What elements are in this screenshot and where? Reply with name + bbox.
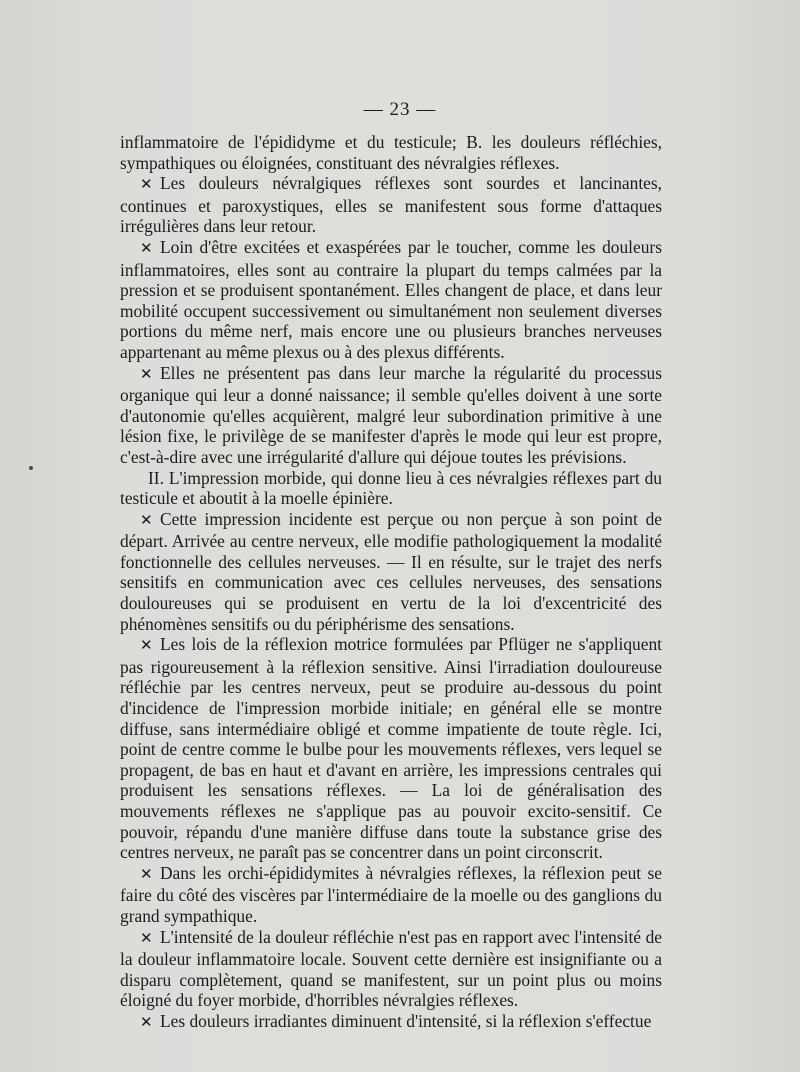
paragraph-marker-icon: ✕	[140, 638, 153, 655]
paragraph-marker-icon: ✕	[140, 1014, 153, 1031]
paragraph-4	[120, 363, 662, 468]
paragraph-9-text: L'intensité de la douleur réfléchie n'est pas en rapport avec l'intensité de la douleur inflammatoire locale. Souvent cette dernière est insignifiante ou a disparu complètement, quand se manifestent, sur un point plus ou moins éloigné du foyer morbide, d'horribles névralgies réflexes.	[120, 926, 662, 1011]
paragraph-3	[120, 237, 662, 363]
paragraph-7	[120, 634, 662, 863]
paragraph-4-text: Elles ne présentent pas dans leur marche la régularité du processus organique qui leur a donné naissance; il semble qu'elles doivent à une sorte d'autonomie qu'elles acquièrent, malgré leur subordination primitive à une lésion fixe, le privilège de se manifester d'après le mode qui leur est propre, c'est-à-dire avec une irrégularité d'allure qui déjoue toutes les prévisions.	[120, 362, 662, 467]
paragraph-5-text: II. L'impression morbide, qui donne lieu à ces névralgies réflexes part du testicule et aboutit à la moelle épinière.	[120, 467, 662, 509]
paragraph-marker-icon: ✕	[140, 866, 153, 883]
paragraph-5	[120, 468, 662, 509]
body-text	[120, 132, 662, 1034]
paragraph-7-text: Les lois de la réflexion motrice formulées par Pflüger ne s'appliquent pas rigoureusement à la réflexion sensitive. Ainsi l'irradiation douloureuse réfléchie par les centres nerveux, peut se produire au-dessous du point d'incidence de l'impression morbide initiale; en général elle se montre diffuse, sans intermédiaire obligé et comme impatiente de toute règle. Ici, point de centre comme le bulbe pour les mouvements réflexes, vers lequel se propagent, de bas en haut et d'avant en arrière, les impressions centrales qui produisent les sensations réflexes. — La loi de généralisation des mouvements réflexes ne s'applique pas au pouvoir excito-sensitif. Ce pouvoir, répandu d'une manière diffuse dans toute la substance grise des centres nerveux, ne paraît pas se concentrer dans un point circonscrit.	[120, 634, 662, 863]
paragraph-marker-icon: ✕	[140, 240, 153, 257]
paragraph-1-text: inflammatoire de l'épididyme et du testicule; B. les douleurs réfléchies, sympathiques ou éloignées, constituant des névralgies réflexes.	[120, 132, 662, 173]
paragraph-marker-icon: ✕	[140, 366, 153, 383]
paragraph-1	[120, 132, 662, 173]
paragraph-2-text: Les douleurs névralgiques réflexes sont sourdes et lancinantes, continues et paroxystiques, elles se manifestent sous forme d'attaques irrégulières dans leur retour.	[120, 173, 662, 237]
paragraph-marker-icon: ✕	[140, 930, 153, 947]
paragraph-6-text: Cette impression incidente est perçue ou non perçue à son point de départ. Arrivée au centre nerveux, elle modifie pathologiquement la modalité fonctionnelle des cellules nerveuses. — Il en résulte, sur le trajet des nerfs sensitifs en communication avec ces cellules nerveuses, des sensations douloureuses qui se produisent en vertu de la loi d'excentricité des phénomènes sensitifs ou du périphérisme des sensations.	[120, 508, 662, 634]
paragraph-9	[120, 927, 662, 1011]
paragraph-8-text: Dans les orchi-épididymites à névralgies réflexes, la réflexion peut se faire du côté des viscères par l'intermédiaire de la moelle ou des ganglions du grand sympathique.	[120, 862, 662, 926]
ink-speck	[29, 466, 33, 470]
paragraph-marker-icon: ✕	[140, 177, 153, 194]
page-number: — 23 —	[363, 99, 437, 120]
paragraph-3-text: Loin d'être excitées et exaspérées par le toucher, comme les douleurs inflammatoires, elles sont au contraire la plupart du temps calmées par la pression et se produisent spontanément. Elles changent de place, et dans leur mobilité occupent successivement ou simultanément non seulement diverses portions du même nerf, mais encore une ou plusieurs branches nerveuses appartenant au même plexus ou à des plexus différents.	[120, 236, 662, 362]
paragraph-8	[120, 863, 662, 927]
paragraph-10	[120, 1011, 662, 1034]
paragraph-marker-icon: ✕	[140, 512, 153, 529]
paragraph-10-text: Les douleurs irradiantes diminuent d'intensité, si la réflexion s'effectue	[160, 1010, 652, 1031]
paragraph-6	[120, 509, 662, 635]
paragraph-2	[120, 173, 662, 237]
